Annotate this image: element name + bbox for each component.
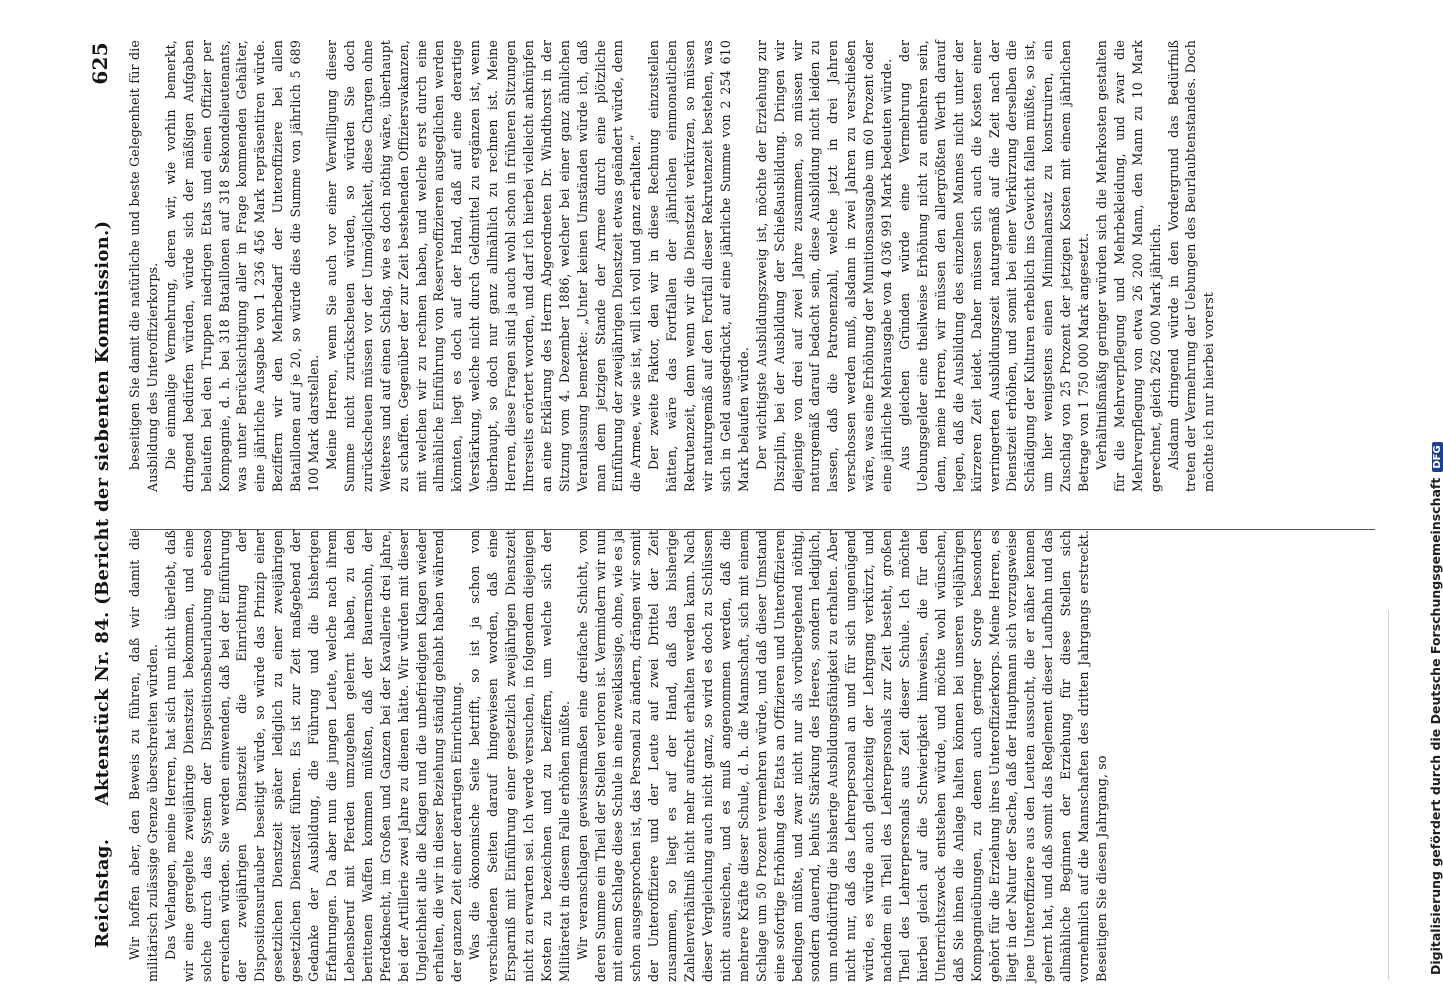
paragraph: beseitigen Sie damit die natürliche und beste Gelegenheit für die Ausbildung des Unteroffizierkorps. (127, 40, 160, 492)
page-header (88, 38, 120, 988)
paragraph: Die einmalige Vermehrung, deren wir, wie vorhin bemerkt, dringend bedürfen würden, würde sich der mäßigen Aufgaben belaufen bei den Truppen niedrigen Etats und einen Offizier per Kompagnie, d. h. bei 318 Bataillonen auf 318 Sekondelieutenants, was unter Berücksichtigung aller in Frage kommenden Gehälter, eine jährliche Ausgabe von 1 236 456 Mark repräsentiren würde. Beziffern wir den Mehrbedarf der Unteroffiziere bei allen Bataillonen auf je 20, so würde dies die Summe von jährlich 5 689 100 Mark darstellen. (162, 40, 322, 492)
scanned-page (80, 20, 1405, 1000)
header-document-title: Aktenstück Nr. 84. (Bericht der siebenten Kommission.) (92, 220, 113, 806)
paragraph: Meine Herren, wenn Sie auch vor einer Verwilligung dieser Summe nicht zurückscheuen würden, so würden Sie doch zurückscheuen müssen vor der Unmöglichkeit, diese Chargen ohne Weiteres und auf einen Schlag, wie es doch nöthig wäre, überhaupt zu schaffen. Gegenüber der zur Zeit bestehenden Offiziersvakanzen, mit welchen wir zu rechnen haben, und welche erst durch eine allmähliche Einführung von Reserveoffizieren ausgeglichen werden könnten, liegt es doch auf der Hand, daß auf eine derartige Verstärkung, welche nicht durch Geldmittel zu ergänzen ist, wenn überhaupt, so doch nur ganz allmählich zu rechnen ist. Meine Herren, diese Fragen sind ja auch wohl schon in früheren Sitzungen Ihrerseits erörtert worden, und darf ich hierbei vielleicht anknüpfen an eine Erklärung des Herrn Abgeordneten Dr. Windthorst in der Sitzung vom 4. Dezember 1886, welcher bei einer ganz ähnlichen Veranlassung bemerkte: „Unter keinen Umständen würde ich, daß man dem jetzigen Stande der Armee durch eine plötzliche Einführung der zweijährigen Dienstzeit etwas geändert würde, denn die Armee, wie sie ist, will ich voll und ganz erhalten.“ (323, 40, 644, 492)
scan-edge-mark (1388, 610, 1389, 980)
paragraph: Der wichtigste Ausbildungszweig ist, möchte der Erziehung zur Disziplin, bei der Ausbildung der Schießausbildung. Dringen wir diejenige von drei auf zwei Jahre zusammen, so müssen wir naturgemäß darauf bedacht sein, diese Ausbildung nicht leiden zu lassen, daß die Patronenzahl, welche jetzt in drei Jahren verschossen werden muß, alsdann in zwei Jahren zu verschießen wäre, was eine Erhöhung der Munitionsausgabe um 60 Prozent oder eine jährliche Mehrausgabe von 4 036 991 Mark bedeuten würde. (753, 40, 895, 492)
text-columns (126, 38, 1385, 982)
digitization-footer (1398, 0, 1443, 1000)
paragraph: Wir veranschlagen gewissermaßen eine dreifache Schicht, von deren Summe ein Theil der Stellen verloren ist. Vermindern wir nun mit einem Schlage diese Schule in eine zweiklassige, ohne, wie es ja schon ausgesprochen ist, das Personal zu ändern, drängen wir somit der Unteroffiziere und der Leute auf zwei Drittel der Zeit zusammen, so liegt es auf der Hand, daß das bisherige Zahlenverhältniß nicht mehr aufrecht erhalten werden kann. Nach dieser Vergleichung auch nicht ganz, so wird es doch zu Schlüssen nicht ausreichen, und es muß angenommen werden, daß die mehrere Kräfte dieser Schule, d. h. die Mannschaft, sich mit einem Schlage um 50 Prozent vermehren würde, und daß dieser Umstand eine sofortige Erhöhung des Etats an Offizieren und Unteroffizieren bedingen müßte, und zwar nicht nur als vorübergehend nöthig, sondern dauernd, behufs Stärkung des Heeres, sondern lediglich, um nothdürftig die bisherige Ausbildungsfähigkeit zu erhalten. Aber nicht nur, daß das Lehrerpersonal an und für sich ungenügend würde, es würde auch gleichzeitig der Lehrgang verkürzt, und nachdem ein Theil des Lehrerpersonals zur Zeit besteht, großen Theil des Lehrerpersonals aus Zeit dieser Schule. Ich möchte hierbei gleich auf die Schwierigkeit hinweisen, die für den Unterrichtszweck entstehen würde, und möchte wohl wünschen, daß Sie ihnen die Anlage halten können bei unseren vieljährigen Kompagnieübungen, zu denen auch geringer Sorge besonders gehört für die Erziehung ihres Unteroffizierkorps. Meine Herren, es liegt in der Natur der Sache, daß der Hauptmann sich vorzugsweise jene Unteroffiziere aus den Leuten aussucht, die er näher kennen gelernt hat, und daß somit das Reglement dieser Laufbahn und das allmähliche Beginnen der Erziehung für diese Stellen sich vornehmlich auf die Mannschaften des dritten Jahrgangs erstreckt. Beseitigen Sie diesen Jahrgang, so (574, 530, 1109, 982)
left-column (126, 530, 1111, 982)
paragraph: Verhältnißmäßig geringer würden sich die Mehrkosten gestalten für die Mehrverpflegung und Mehrbekleidung, und zwar die Mehrverpflegung von etwa 26 200 Mann, den Mann zu 10 Mark gerechnet, gleich 262 000 Mark jährlich. (1093, 40, 1163, 492)
paragraph: Wir hoffen aber, den Beweis zu führen, daß wir damit die militärisch zulässige Grenze überschreiten würden. (127, 530, 160, 982)
footer-credit (1428, 442, 1443, 975)
right-column (126, 40, 1218, 492)
page-number: 625 (88, 42, 112, 85)
paragraph: Das Verlangen, meine Herren, hat sich nun nicht überlebt, daß wir eine geregelte zweijährige Dienstzeit bekommen, und eine solche durch das System der Dispositionsbeurlaubung ebenso erreichen würden. Sie werden einwenden, daß bei der Einführung der zweijährigen Dienstzeit die Einrichtung der Dispositionsurlauber beseitigt würde, so würde das Prinzip einer gesetzlichen Dienstzeit später lediglich zu einer zweijährigen gesetzlichen Dienstzeit führen. Es ist zur Zeit maßgebend der Gedanke der Ausbildung, die Führung und die bisherigen Erfahrungen. Da aber nun die jungen Leute, welche nach ihrem Lebensberuf mit Pferden umzugehen gelernt haben, zu den berittenen Waffen kommen müßten, daß der Bauernsohn, der Pferdeknecht, im Großen und Ganzen bei der Kavallerie drei Jahre, bei der Artillerie zwei Jahre zu dienen hätte. Wir würden mit dieser Ungleichheit alle die Klagen und die unbefriedigten Klagen wieder erhalten, die wir in dieser Beziehung ständig gehabt haben während der ganzen Zeit einer derartigen Einrichtung. (162, 530, 465, 982)
dfg-logo-icon: DFG (1432, 442, 1443, 471)
paragraph: Alsdann dringend würde in den Vordergrund das Bedürfniß treten der Vermehrung der Uebungen des Beurlaubtenstandes. Doch möchte ich nur hierbei vorerst (1165, 39, 1217, 492)
paragraph: Der zweite Faktor, den wir in diese Rechnung einzustellen hätten, wäre das Fortfallen der jährlichen einmonatlichen Rekrutenzeit, denn wenn wir die Dienstzeit verkürzen, so müssen wir naturgemäß auf den Fortfall dieser Rekrutenzeit bestehen, was sich in Geld ausgedrückt, auf eine jährliche Summe von 2 254 610 Mark belaufen würde. (646, 40, 751, 492)
funding-notice: Digitalisierung gefördert durch die Deutsche Forschungsgemeinschaft (1428, 477, 1443, 975)
paragraph: Was die ökonomische Seite betrifft, so ist ja schon von verschiedenen Seiten darauf hingewiesen worden, daß eine Ersparniß mit Einführung einer gesetzlich zweijährigen Dienstzeit nicht zu erwarten sei. Ich werde versuchen, in folgendem diejenigen Kosten zu bezeichnen und zu beziffern, um welche sich der Militäretat in diesem Falle erhöhen müßte. (467, 530, 572, 982)
paragraph: Aus gleichen Gründen würde eine Vermehrung der Uebungsgelder eine theilweise Erhöhung nicht zu entbehren sein, denn, meine Herren, wir müssen den allergrößten Werth darauf legen, daß die Ausbildung des einzelnen Mannes nicht unter der kürzeren Zeit leidet. Daher müssen sich auch die Kosten einer verringerten Ausbildungszeit naturgemäß auf die Zeit nach der Dienstzeit erhöhen, und somit bei einer Verkürzung derselben die Schädigung der Kulturen erheblich ins Gewicht fallen müßte, so ist, um hier wenigstens einen Minimalansatz zu konstruiren, ein Zuschlag von 25 Prozent der jetzigen Kosten mit einem jährlichen Betrage von 1 750 000 Mark angesetzt. (896, 40, 1092, 492)
header-section: Reichstag. (92, 838, 113, 948)
